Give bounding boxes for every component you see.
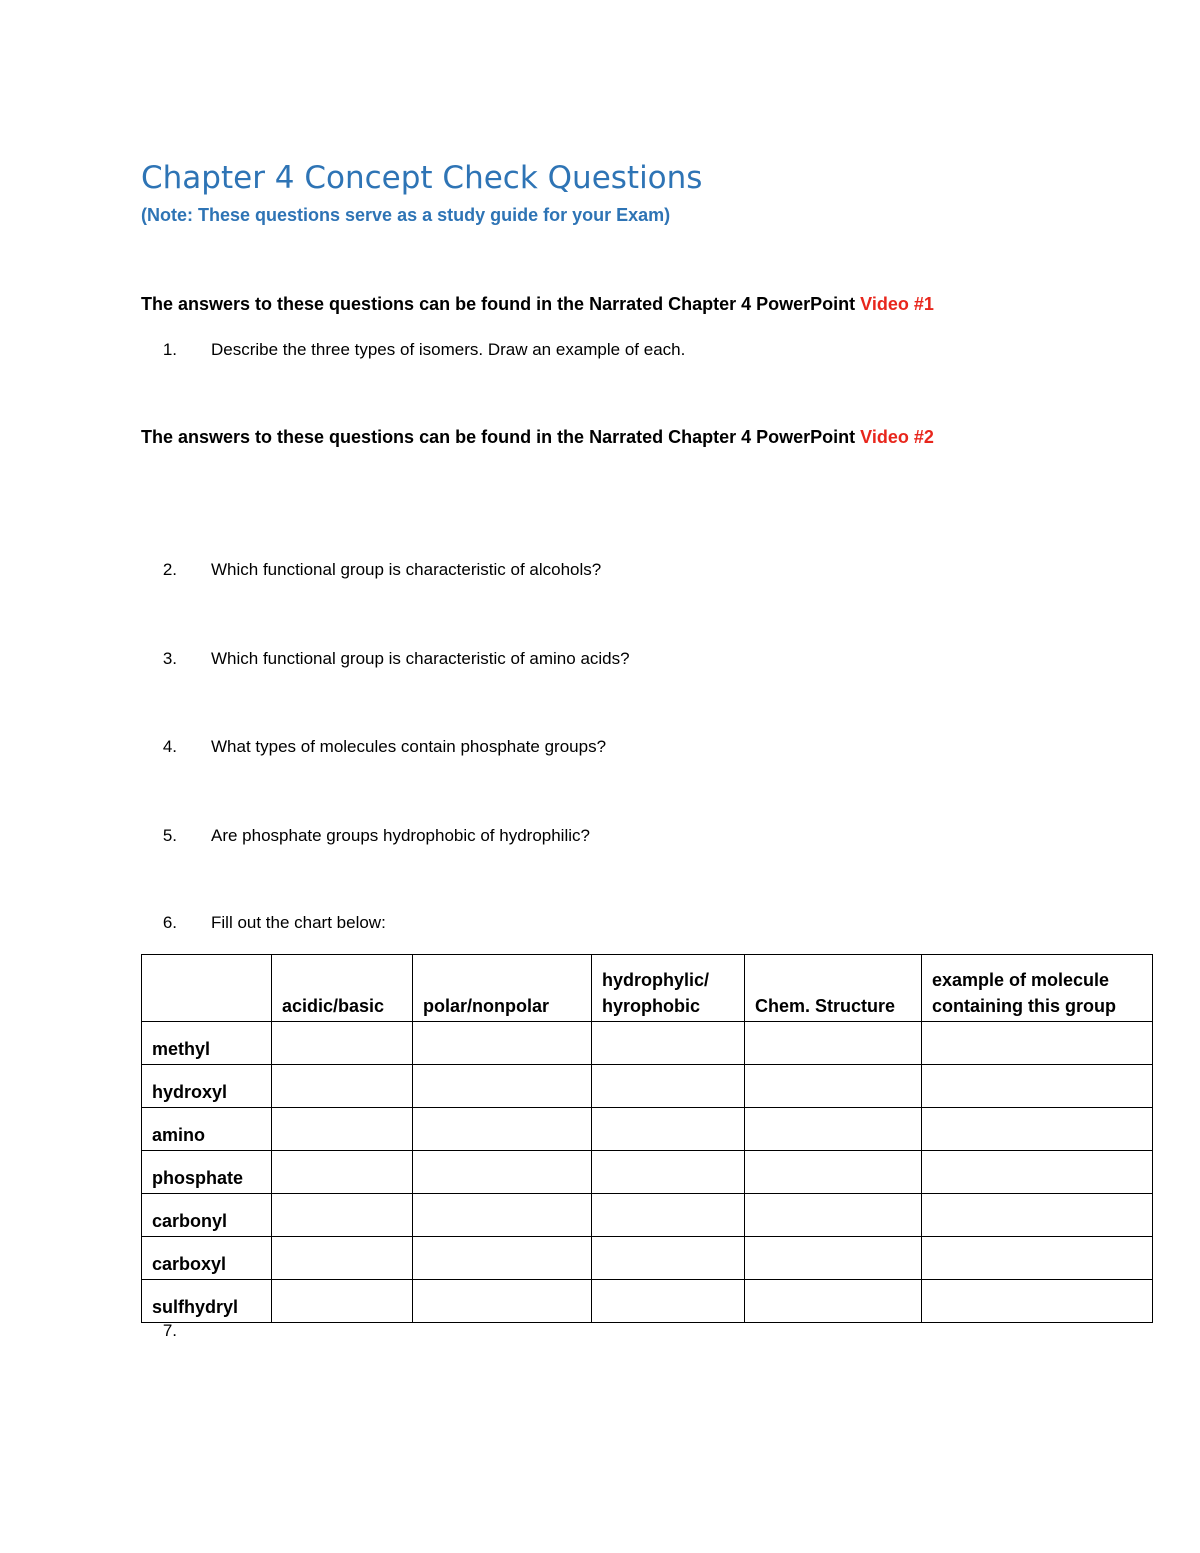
answer-cell[interactable] — [272, 1194, 413, 1237]
header-cell-hydrophylic: hydrophylic/ hyrophobic — [592, 955, 745, 1022]
header-cell-blank — [142, 955, 272, 1022]
header-cell-polar-nonpolar: polar/nonpolar — [413, 955, 592, 1022]
answer-cell[interactable] — [272, 1108, 413, 1151]
answer-cell[interactable] — [272, 1022, 413, 1065]
answer-cell[interactable] — [413, 1194, 592, 1237]
answer-cell[interactable] — [592, 1108, 745, 1151]
answer-cell[interactable] — [592, 1065, 745, 1108]
answer-cell[interactable] — [745, 1022, 922, 1065]
answer-cell[interactable] — [922, 1065, 1153, 1108]
table-row — [142, 1280, 1153, 1323]
question-3 — [141, 649, 630, 669]
answer-cell[interactable] — [272, 1065, 413, 1108]
question-text: What types of molecules contain phosphate groups? — [211, 737, 607, 756]
page-title: Chapter 4 Concept Check Questions — [141, 160, 703, 196]
table-row — [142, 1237, 1153, 1280]
answer-cell[interactable] — [592, 1237, 745, 1280]
header-cell-acidic-basic: acidic/basic — [272, 955, 413, 1022]
row-label: hydroxyl — [142, 1065, 272, 1108]
question-text: Which functional group is characteristic of amino acids? — [211, 649, 630, 668]
video-reference: Video #1 — [860, 294, 934, 314]
answer-cell[interactable] — [922, 1108, 1153, 1151]
question-1 — [141, 340, 685, 360]
answer-cell[interactable] — [272, 1151, 413, 1194]
functional-group-chart — [141, 954, 1153, 1323]
section-heading-text: The answers to these questions can be found in the Narrated Chapter 4 PowerPoint — [141, 294, 861, 314]
answer-cell[interactable] — [272, 1237, 413, 1280]
answer-cell[interactable] — [922, 1151, 1153, 1194]
answer-cell[interactable] — [272, 1280, 413, 1323]
row-label: sulfhydryl — [142, 1280, 272, 1323]
question-text: Fill out the chart below: — [211, 913, 386, 932]
answer-cell[interactable] — [922, 1194, 1153, 1237]
answer-cell[interactable] — [745, 1108, 922, 1151]
question-6 — [141, 913, 386, 933]
table-row — [142, 1065, 1153, 1108]
answer-cell[interactable] — [413, 1065, 592, 1108]
section-heading-text: The answers to these questions can be found in the Narrated Chapter 4 PowerPoint — [141, 427, 861, 447]
answer-cell[interactable] — [592, 1280, 745, 1323]
answer-cell[interactable] — [592, 1194, 745, 1237]
question-number: 5. — [162, 826, 177, 845]
answer-cell[interactable] — [592, 1022, 745, 1065]
row-label: methyl — [142, 1022, 272, 1065]
chart-header-row — [142, 955, 1153, 1022]
row-label: carboxyl — [142, 1237, 272, 1280]
header-cell-chem-structure: Chem. Structure — [745, 955, 922, 1022]
answer-cell[interactable] — [922, 1237, 1153, 1280]
answer-cell[interactable] — [592, 1151, 745, 1194]
question-text: Describe the three types of isomers. Draw an example of each. — [211, 340, 686, 359]
question-number: 2. — [162, 560, 177, 579]
section-heading-video-2 — [141, 427, 934, 448]
answer-cell[interactable] — [413, 1022, 592, 1065]
question-2 — [141, 560, 601, 580]
row-label: phosphate — [142, 1151, 272, 1194]
section-heading-video-1 — [141, 294, 934, 315]
answer-cell[interactable] — [413, 1237, 592, 1280]
question-number: 7. — [162, 1321, 177, 1340]
table-row — [142, 1108, 1153, 1151]
question-number: 4. — [162, 737, 177, 756]
page-subtitle-note: (Note: These questions serve as a study guide for your Exam) — [141, 205, 671, 225]
video-reference: Video #2 — [860, 427, 934, 447]
table-row — [142, 1022, 1153, 1065]
answer-cell[interactable] — [413, 1151, 592, 1194]
answer-cell[interactable] — [745, 1194, 922, 1237]
question-text: Are phosphate groups hydrophobic of hydrophilic? — [211, 826, 590, 845]
answer-cell[interactable] — [922, 1280, 1153, 1323]
question-number: 6. — [162, 913, 177, 932]
question-5 — [141, 826, 590, 846]
answer-cell[interactable] — [745, 1065, 922, 1108]
header-cell-example-molecule: example of molecule containing this group — [922, 955, 1153, 1022]
answer-cell[interactable] — [745, 1151, 922, 1194]
answer-cell[interactable] — [745, 1280, 922, 1323]
question-number: 1. — [162, 340, 177, 359]
question-text: Which functional group is characteristic of alcohols? — [211, 560, 602, 579]
table-row — [142, 1194, 1153, 1237]
answer-cell[interactable] — [745, 1237, 922, 1280]
question-number: 3. — [162, 649, 177, 668]
answer-cell[interactable] — [413, 1280, 592, 1323]
question-7 — [141, 1321, 211, 1341]
answer-cell[interactable] — [922, 1022, 1153, 1065]
answer-cell[interactable] — [413, 1108, 592, 1151]
row-label: carbonyl — [142, 1194, 272, 1237]
table-row — [142, 1151, 1153, 1194]
row-label: amino — [142, 1108, 272, 1151]
question-4 — [141, 737, 606, 757]
